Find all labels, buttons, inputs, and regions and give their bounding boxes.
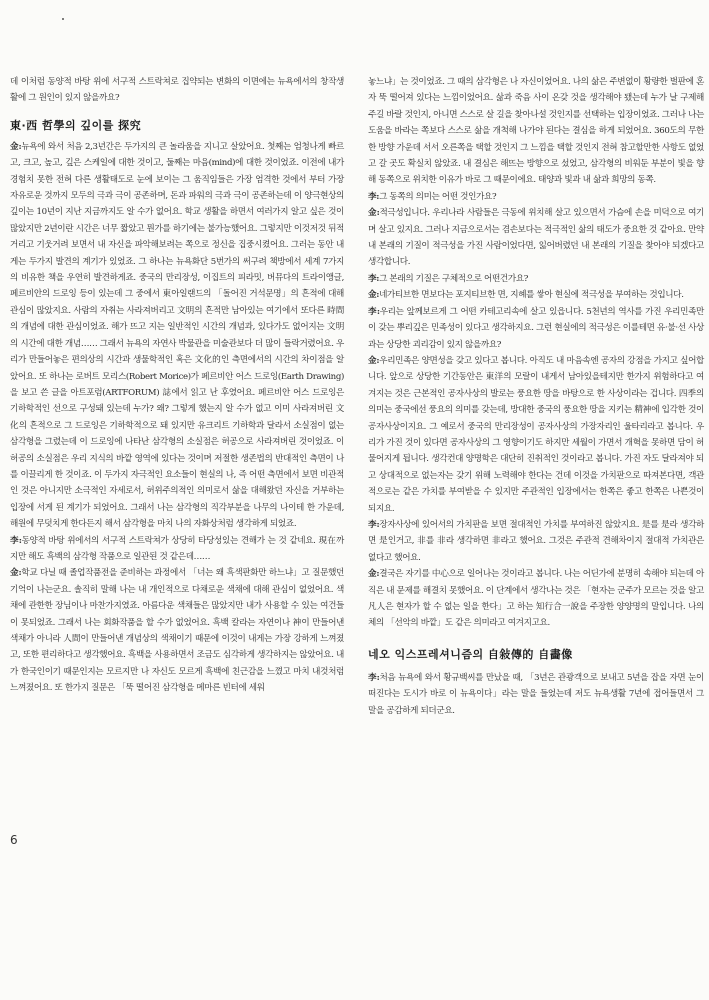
speaker-label: 李: [368,672,380,683]
paragraph-text: 뉴욕에 와서 처음 2,3년간은 두가지의 큰 놀라움을 지니고 살았어요. 첫째는 엄청나게 빠르고, 크고, 높고, 깊은 스케일에 대한 것이고, 둘째는 마음(mind)에 대한 것이었죠. 이전에 내가 경험치 못한 전혀 다른 생활태도로 눈에 보이는 그 움직임들은 가장 엄격한 것에서 부터 가장 자유로운 것까지 모두의 극과 극이 공존하며, 돈과 파워의 극과 극이 공존하는데 이 양극현상의 깊이는 10년이 지난 지금까지도 알 수가 없어요. 학교 생활을 하면서 여러가지 알고 싶은 것이 많았지만 2년이란 시간은 너무 짧았고 뭔가를 하기에는 불가능했어요. 그렇지만 이것저것 뒤적거리고 기웃거려 보면서 내 자신을 파악해보려는 쪽으로 정신을 집중시켰어요. 그러는 동안 내게는 두가지 발견의 계기가 있었죠. 그 하나는 뉴욕화단 5번가의 써구려 책방에서 세계 7가지의 비유한 책을 우연히 발견하게죠. 중국의 만리장성, 이집트의 피라밋, 버뮤다의 트라이앵글, 페르비안의 드로잉 등이 있는데 그 중에서 東아일랜드의 「돌어진 거석문명」의 흔적에 대해 관심이 많았지요. 사람의 자취는 사라져버리고 文明의 흔적만 남아있는 여기에서 또다른 時間의 개념에 대한 관심이었죠. 해가 뜨고 지는 일반적인 시간의 개념과, 있다가도 없어지는 文明의 시간에 대한 개념…… 그래서 뉴욕의 자연사 박물관을 미술관보다 더 많이 들락거렸어요. 우리가 만들어놓은 편의상의 시간과 생물학적인 혹은 文化的인 측면에서의 시간의 차이점을 알았어요. 또 하나는 로버트 모리스(Robert Morice)가 페르비안 어스 드로잉(Earth Drawing)을 보고 쓴 글을 아트포럼(ARTFORUM) 誌에서 읽고 난 후였어요. 페르비안 어스 드로잉은 기하학적인 선으로 구성돼 있는데 누가? 왜? 그렇게 했는지 알 수가 없고 이미 사라져버린 文化의 흔적으로 그 드로잉은 기하학적으로 돼 있지만 유크리트 기하학과 달라서 소실점이 없는 삼각형을 그렸는데 이 드로잉에 나타난 삼각형의 소실점은 허공으로 사라져버린 것이었죠. 이 허공의 소실점은 우리 지식의 바깥 영역에 있다는 것이며 저절한 생존법의 반대적인 측면이 나를 이끌리게 한 것이죠. 이 두가지 자극적인 요소들이 현실의 나, 즉 어떤 측면에서 보면 비관적인 것은 아니지만 소극적인 자세로서, 허위주의적인 의미로서 삶을 대해왔던 자신을 거부하는 입장에 서게 된 계기가 되었어요. 그래서 나는 삼각형의 직각부분을 나무의 나이테 한 가운데, 해원에 무덧치게 한다든지 해서 삼각형을 마치 나의 자화상처럼 생각하게 되었죠. [10,141,344,530]
paragraph [368,517,704,566]
speaker-label: 金: [10,568,22,579]
speaker-label: 金: [368,355,380,366]
paragraph-text: 데 이처럼 동양적 바탕 위에 서구적 스트락쳐로 집약되는 변화의 이면에는 뉴욕에서의 창작생활에 그 원인이 있지 않을까요? [10,77,344,104]
section-heading: 東·西 哲學의 깊이를 探究 [10,118,142,132]
speaker-label: 金: [10,141,22,152]
paragraph-text: 놓느냐」는 것이었죠. 그 때의 삼각형은 나 자신이었어요. 나의 삶은 주변없이 황량한 벌판에 혼자 뚝 떨어져 있다는 느낌이었어요. 삶과 죽음 사이 온갖 것을 생각해야 됐는데 누가 날 구제해주길 바랄 것인지, 아니면 스스로 살 길을 찾아나설 것인지를 선택하는 입장이었죠. 그러나 나는 도움을 바라는 쪽보다 스스로 삶을 개척해 나가야 된다는 결심을 하게 되었어요. 360도의 무한한 방향 가운데 서서 오른쪽을 택할 것인지 그 느낌을 택할 것인지 전혀 참고할만한 사항도 없었고 갈 곳도 확실치 않았죠. 내 결심은 해뜨는 방향으로 섰었고, 삼각형의 비워둔 부분이 빛을 향해 동쪽으로 위치한 이유가 바로 그 때문이에요. 태양과 빛과 내 삶과 희망의 동쪽. [368,77,704,186]
section-heading: 네오 익스프레셔니즘의 自敍傳的 自畵像 [368,647,573,661]
paragraph [10,565,344,696]
paragraph-text: 그 동쪽의 의미는 어떤 것인가요? [379,191,497,202]
paragraph [368,566,704,632]
speaker-label: 李: [368,306,380,317]
speaker-label: 金: [368,290,380,301]
right-column [368,74,704,719]
paragraph [368,189,704,205]
paragraph [368,74,704,189]
paragraph-text: 우리민족은 양면성을 갖고 있다고 봅니다. 아직도 내 마음속엔 공자의 강점을 가지고 싶어합니다. 앞으로 상당한 기간동안은 東洋의 모랄이 내게서 남아있을테지만 한가지 위험하다고 여겨지는 것은 근본적인 공자사상의 발로는 풍요한 땅을 바탕으로 한 사상이라는 겁니다. 四季의 의미는 중국에선 풍요의 의미를 갖는데, 방대한 중국의 풍요한 땅을 지키는 精神에 입각한 것이 공자사상이지요. 그 예로서 중국의 만리장성이 공자사상의 가장자리인 울타리라고 봅니다. 우리가 가진 것이 있다면 공자사상의 그 영향이기도 하지만 세월이 가면서 개혁을 못하면 담이 허물어지게 됩니다. 생각컨대 양명학은 대단히 진취적인 것이라고 봅니다. 가진 자도 달라져야 되고 상대적으로 없는자는 갖기 위해 노력해야 한다는 건데 이것을 가치판으로 따져본다면, 객관적으로는 같은 가치를 부여받을 수 있지만 주관적인 입장에서는 한쪽은 좋고 한쪽은 나쁜것이 되지요. [368,355,704,514]
speaker-label: 李: [368,273,380,284]
speaker-label: 李: [10,535,22,546]
paragraph [10,533,344,566]
paragraph [368,353,704,517]
paragraph-text: 우리는 앞께보르게 그 어떤 카테고리속에 살고 있읍니다. 5천년의 역사를 가진 우리민족만이 갖는 뿌리깊은 민족성이 있다고 생각하지요. 그런 현실에의 적극성은 이를테면 유·불·선 사상과는 상당한 괴리감이 있지 않을까요? [368,306,704,350]
speaker-label: 金: [368,208,380,219]
paragraph-text: 동양적 바탕 위에서의 서구적 스트락쳐가 상당히 타당성있는 견해가 는 것 같네요. 現在까지만 해도 흑백의 삼각형 작품으로 일관된 것 같은데…… [10,535,344,562]
speaker-label: 李: [368,519,380,530]
paragraph-text: 처음 뉴욕에 와서 황규백씨를 만났을 때, 「3년은 관광객으로 보내고 5년을 잡을 자면 눈이 떠진다는 도시가 바로 이 뉴욕이다」라는 말을 들었는데 저도 뉴욕생활 7년에 접어들면서 그 말을 공감하게 되더군요. [368,672,704,716]
paragraph [368,271,704,287]
paragraph-text: 그 본래의 기질은 구체적으로 어떤건가요? [379,273,529,284]
paragraph-text: 학교 다닐 때 졸업작품전을 준비하는 과정에서 「너는 왜 흑색판화만 하느냐」고 질문했던 기억이 나는군요. 솔직히 말해 나는 내 개인적으로 다채로운 색채에 대해 관심이 없었어요. 색채에 관한한 장님이나 마찬가지였죠. 아름다운 색채들은 많았지만 내가 사용할 수 있는 여건들이 못되었죠. 그래서 나는 회화작품을 할 수가 없었어요. 흑백 칼라는 자연이나 神이 만들어낸 색채가 아니라 人間이 만들어낸 개념상의 색채이기 때문에 이것이 내게는 가장 강하게 느껴졌고, 또한 편리하다고 생각했어요. 흑백을 사용하면서 조금도 심각하게 생각하지는 않았어요. 내가 한국인이기 때문인지는 모르지만 나 자신도 모르게 흑백에 친근감을 느꼈고 마치 내것처럼 느껴졌어요. 또 한가지 질문은 「뚝 떨어진 삼각형을 메마른 빈터에 세워 [10,568,344,694]
left-column [10,74,344,697]
paragraph [368,205,704,271]
paragraph-text: 네가티브한 면보다는 포지티브한 면, 지혜를 쌓아 현실에 적극성을 부여하는 것입니다. [379,290,684,301]
speaker-label: 金: [368,569,380,580]
paragraph-text: 결국은 자기를 中心으로 일어나는 것이라고 봅니다. 나는 어딘가에 분명히 속해야 되는데 아직은 내 문제를 해결치 못했어요. 이 단계에서 생각나는 것은 「현자는 군주가 모르는 것을 알고 凡人은 현자가 할 수 없는 일을 한다」고 하는 知行合一說을 주장한 양양명의 말입니다. 나의 체의 「선악의 바깥」도 같은 의미라고 여겨지고요. [368,569,704,629]
paragraph [368,287,704,303]
paragraph [368,670,704,719]
speaker-label: 李: [368,191,380,202]
print-speck [62,18,64,20]
paragraph-text: 장자사상에 있어서의 가치판을 보면 절대적인 가치를 부여하진 않았지요. 是를 是라 생각하면 是인거고, 非를 非라 생각하면 非라고 했어요. 그것은 주관적 견해차이지 절대적 가치관은 없다고 했어요. [368,519,704,563]
paragraph [10,139,344,533]
paragraph-text: 적극성입니다. 우리나라 사람들은 극동에 위치해 살고 있으면서 가슴에 손을 미덕으로 여기며 살고 있지요. 그러나 지금으로서는 겸손보다는 적극적인 삶의 태도가 중요한 것 같아요. 만약 내 본래의 기질이 적극성을 가진 사람이었다면, 잃어버렸던 내 본래의 기질을 찾아야 되겠다고 생각합니다. [368,208,704,268]
paragraph [10,74,344,107]
page-number: 6 [10,833,18,847]
paragraph [368,304,704,353]
